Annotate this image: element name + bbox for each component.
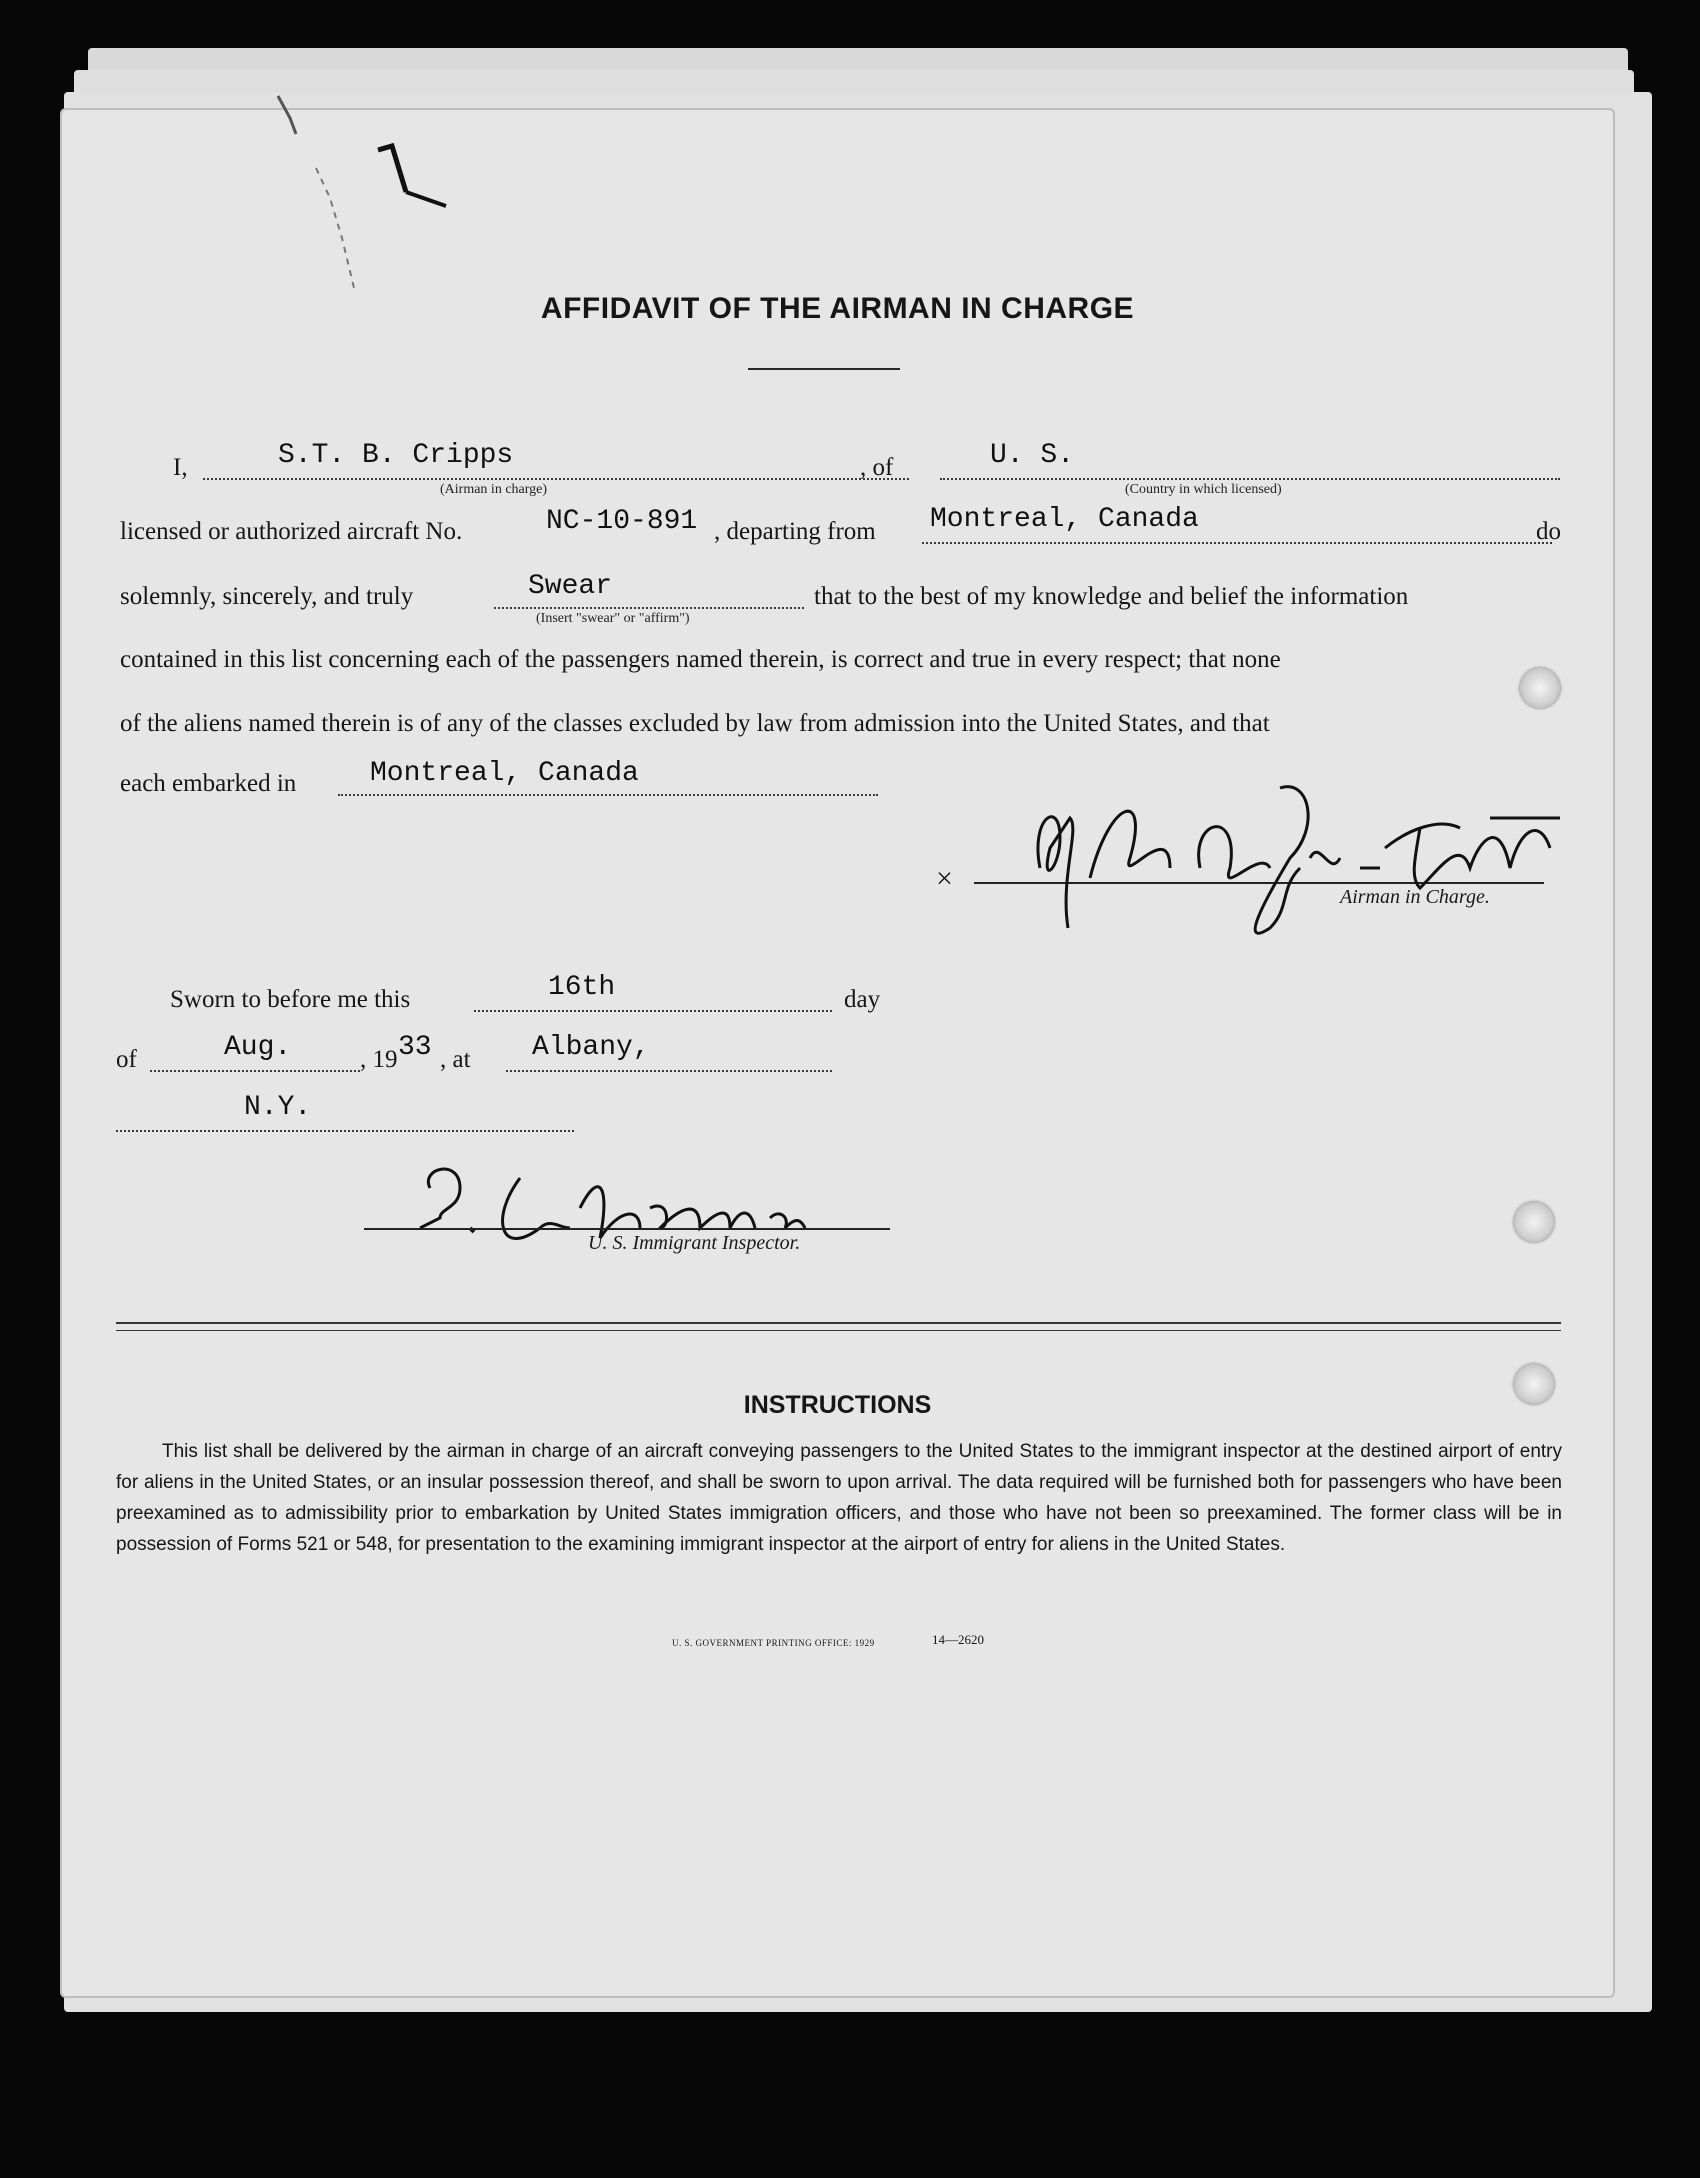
airman-signature xyxy=(1020,758,1580,958)
statement-line-2 xyxy=(60,704,1615,744)
form-number: 14—2620 xyxy=(932,1632,984,1647)
airman-prefix: I, xyxy=(173,454,188,481)
section-divider xyxy=(116,1322,1561,1324)
country-field-line xyxy=(940,478,1560,480)
airman-caption: (Airman in charge) xyxy=(440,482,548,497)
airman-line xyxy=(60,440,1615,497)
affidavit-page xyxy=(60,108,1615,1998)
title-underline xyxy=(748,368,900,370)
punch-hole xyxy=(1520,668,1560,708)
departing-label: , departing from xyxy=(714,518,876,545)
sworn-date-line xyxy=(60,1032,1615,1080)
oath-prefix: solemnly, sincerely, and truly xyxy=(120,583,414,610)
sworn-day-value: 16th xyxy=(548,972,616,1003)
of-label: , of xyxy=(860,454,894,481)
airman-signature-caption: Airman in Charge. xyxy=(1340,886,1490,908)
aircraft-prefix: licensed or authorized aircraft No. xyxy=(120,518,463,545)
embarked-prefix: each embarked in xyxy=(120,770,297,797)
oath-field-line xyxy=(494,607,804,609)
sworn-of-label: of xyxy=(116,1046,137,1073)
month-field-line xyxy=(150,1070,360,1072)
oath-suffix: that to the best of my knowledge and belief the information xyxy=(814,583,1409,610)
sworn-prefix: Sworn to before me this xyxy=(170,986,411,1013)
embarked-field-line xyxy=(338,794,878,796)
sworn-line xyxy=(60,972,1615,1020)
at-label: , at xyxy=(440,1046,471,1073)
statement-text-2: of the aliens named therein is of any of the classes excluded by law from admission into the United States, and that xyxy=(120,710,1270,737)
aircraft-number-value: NC-10-891 xyxy=(546,506,698,537)
country-value: U. S. xyxy=(990,440,1075,471)
state-value: N.Y. xyxy=(244,1092,312,1123)
place-value: Albany, xyxy=(532,1032,650,1063)
oath-line xyxy=(60,571,1615,626)
sworn-day-field-line xyxy=(474,1010,832,1012)
state-field-line xyxy=(116,1130,574,1132)
punch-hole xyxy=(1514,1202,1554,1242)
departing-from-value: Montreal, Canada xyxy=(930,504,1199,535)
oath-value: Swear xyxy=(528,571,613,602)
year-suffix-value: 33 xyxy=(398,1032,432,1063)
country-caption: (Country in which licensed) xyxy=(1125,482,1282,497)
day-label: day xyxy=(844,986,881,1013)
sworn-state-line xyxy=(60,1092,1615,1142)
aircraft-line xyxy=(60,504,1615,552)
do-label: do xyxy=(1536,518,1561,545)
inspector-signature-line xyxy=(364,1228,890,1230)
printer-imprint: U. S. GOVERNMENT PRINTING OFFICE: 1929 xyxy=(672,1638,875,1648)
airman-name-field-line xyxy=(203,478,909,480)
punch-hole xyxy=(1514,1364,1554,1404)
section-divider xyxy=(116,1330,1561,1331)
signature-x-mark: × xyxy=(936,862,953,895)
inspector-caption: U. S. Immigrant Inspector. xyxy=(588,1232,801,1254)
month-value: Aug. xyxy=(224,1032,292,1063)
instructions-body: This list shall be delivered by the airman in charge of an aircraft conveying passengers to the United States to the immigrant inspector at the destined airport of entry for aliens in the United States, or an insular possession thereof, and shall be sworn to upon arrival. The data required will be furnished both for passengers who have been preexamined as to admissibility prior to embarkation by United States immigration officers, and those who have not been so preexamined. The former class will be in possession of Forms 521 or 548, for presentation to the examining immigrant inspector at the airport of entry for aliens in the United States. xyxy=(116,1441,1562,1555)
airman-name-value: S.T. B. Cripps xyxy=(278,440,514,471)
instructions-title: INSTRUCTIONS xyxy=(743,1391,932,1419)
embarked-in-value: Montreal, Canada xyxy=(370,758,639,789)
statement-text-1: contained in this list concerning each of the passengers named therein, is correct and true in every respect; that none xyxy=(120,646,1281,673)
departing-field-line xyxy=(922,542,1552,544)
year-prefix: , 19 xyxy=(360,1046,398,1073)
place-field-line xyxy=(506,1070,832,1072)
oath-caption: (Insert "swear" or "affirm") xyxy=(536,611,690,626)
statement-line-1 xyxy=(60,640,1615,680)
form-title: AFFIDAVIT OF THE AIRMAN IN CHARGE xyxy=(540,292,1135,325)
